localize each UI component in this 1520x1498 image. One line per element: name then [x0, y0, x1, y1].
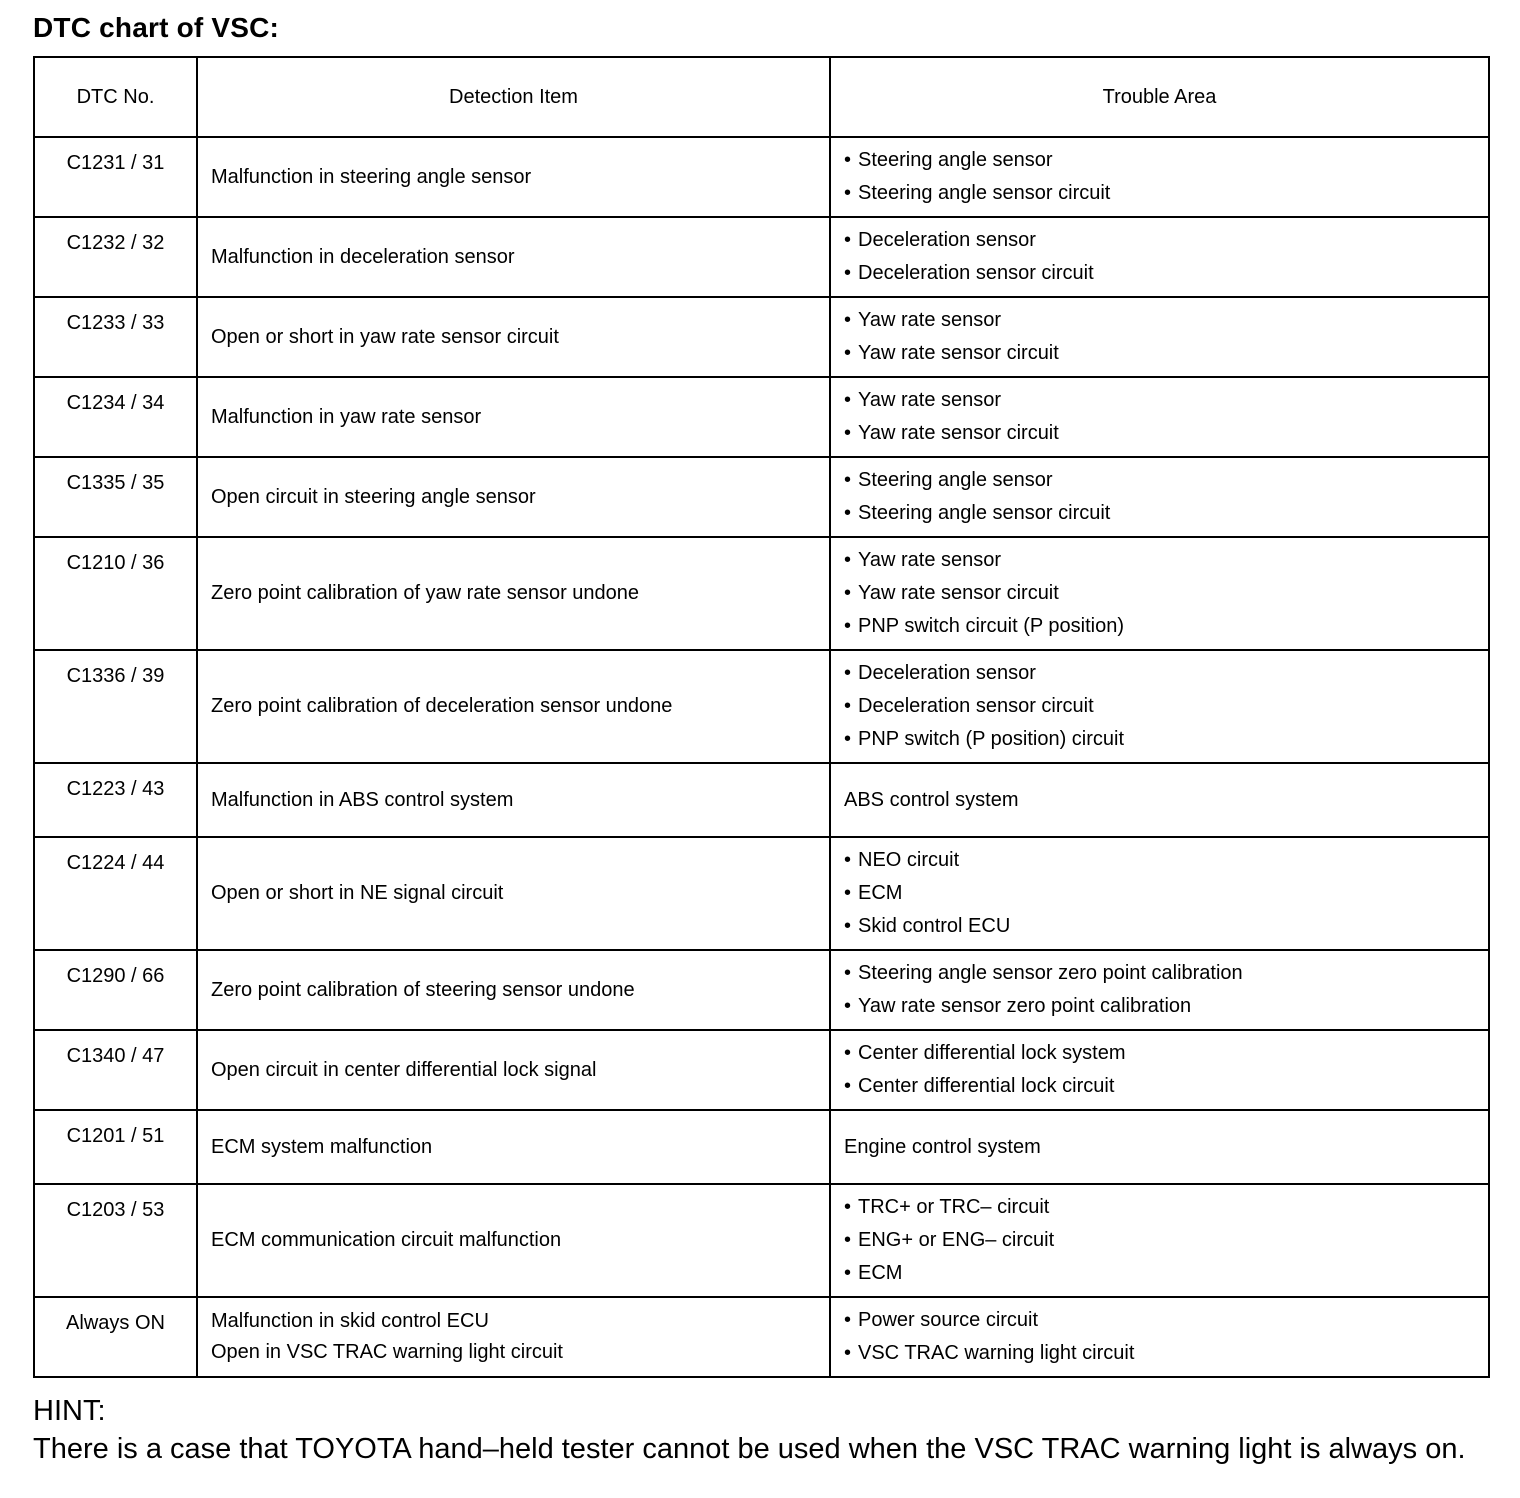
dtc-no-cell: C1210 / 36 — [34, 537, 197, 650]
hint-label: HINT: — [33, 1395, 106, 1427]
table-row — [34, 763, 1489, 837]
trouble-text: ECM — [858, 882, 903, 904]
trouble-line — [844, 224, 1478, 257]
bullet-icon: • — [844, 962, 852, 984]
trouble-line — [844, 497, 1478, 530]
bullet-icon: • — [844, 389, 852, 411]
detection-item-cell — [197, 1184, 830, 1297]
trouble-line — [844, 1304, 1478, 1337]
trouble-area-cell — [830, 1110, 1489, 1184]
trouble-text: Skid control ECU — [858, 915, 1011, 937]
hint-text: There is a case that TOYOTA hand–held tester cannot be used when the VSC TRAC warning light is always on. — [33, 1433, 1466, 1465]
trouble-line — [844, 304, 1478, 337]
trouble-text: Center differential lock circuit — [858, 1075, 1115, 1097]
bullet-icon: • — [844, 469, 852, 491]
detection-item-cell — [197, 297, 830, 377]
trouble-line — [844, 657, 1478, 690]
trouble-line — [844, 844, 1478, 877]
bullet-icon: • — [844, 502, 852, 524]
table-row — [34, 650, 1489, 763]
detection-line: Zero point calibration of yaw rate sensor undone — [211, 582, 640, 604]
dtc-no-cell: C1340 / 47 — [34, 1030, 197, 1110]
detection-item-cell — [197, 950, 830, 1030]
table-body — [34, 137, 1489, 1377]
table-row — [34, 1297, 1489, 1377]
trouble-text: TRC+ or TRC– circuit — [858, 1196, 1050, 1218]
trouble-text: ENG+ or ENG– circuit — [858, 1229, 1055, 1251]
trouble-area-cell — [830, 537, 1489, 650]
trouble-line — [844, 877, 1478, 910]
trouble-line — [844, 384, 1478, 417]
bullet-icon: • — [844, 182, 852, 204]
trouble-area-cell — [830, 297, 1489, 377]
trouble-line — [844, 417, 1478, 450]
bullet-icon: • — [844, 309, 852, 331]
detection-item-cell — [197, 217, 830, 297]
trouble-text: Power source circuit — [858, 1309, 1039, 1331]
bullet-icon: • — [844, 1262, 852, 1284]
detection-item-cell — [197, 837, 830, 950]
detection-line: Zero point calibration of steering sensor undone — [211, 978, 635, 1001]
detection-item-cell — [197, 650, 830, 763]
dtc-no-cell: C1223 / 43 — [34, 763, 197, 837]
header-detection-item: Detection Item — [197, 57, 830, 137]
bullet-icon: • — [844, 1229, 852, 1251]
dtc-no-cell: C1231 / 31 — [34, 137, 197, 217]
trouble-line — [844, 1257, 1478, 1290]
detection-line: Open or short in yaw rate sensor circuit — [211, 325, 559, 348]
trouble-area-cell — [830, 650, 1489, 763]
trouble-line — [844, 957, 1478, 990]
header-trouble-area: Trouble Area — [830, 57, 1489, 137]
trouble-line — [844, 257, 1478, 290]
trouble-line — [844, 723, 1478, 756]
trouble-line — [844, 690, 1478, 723]
table-row — [34, 1184, 1489, 1297]
trouble-line — [844, 464, 1478, 497]
trouble-text: Steering angle sensor — [858, 469, 1053, 491]
detection-line: Malfunction in steering angle sensor — [211, 165, 532, 188]
detection-item-cell — [197, 1110, 830, 1184]
dtc-no-cell: Always ON — [34, 1297, 197, 1377]
bullet-icon: • — [844, 1196, 852, 1218]
hint-block — [33, 1392, 1488, 1469]
trouble-text: Yaw rate sensor circuit — [858, 342, 1059, 364]
header-row — [34, 57, 1489, 137]
trouble-text: Yaw rate sensor zero point calibration — [858, 995, 1192, 1017]
detection-item-cell — [197, 1297, 830, 1377]
page-title: DTC chart of VSC: — [33, 12, 280, 43]
trouble-text: Center differential lock system — [858, 1042, 1126, 1064]
detection-line: Malfunction in deceleration sensor — [211, 245, 515, 268]
table-row — [34, 1110, 1489, 1184]
bullet-icon: • — [844, 549, 852, 571]
table-row — [34, 950, 1489, 1030]
detection-item-cell — [197, 763, 830, 837]
detection-line: ECM system malfunction — [211, 1135, 433, 1158]
dtc-no-cell: C1224 / 44 — [34, 837, 197, 950]
trouble-text: Engine control system — [844, 1135, 1041, 1158]
dtc-no-cell: C1336 / 39 — [34, 650, 197, 763]
bullet-icon: • — [844, 849, 852, 871]
table-row — [34, 297, 1489, 377]
trouble-text: Deceleration sensor — [858, 662, 1036, 684]
dtc-no-cell: C1233 / 33 — [34, 297, 197, 377]
detection-line: Malfunction in skid control ECU — [211, 1310, 489, 1332]
detection-line: Open circuit in center differential lock signal — [211, 1058, 597, 1081]
bullet-icon: • — [844, 342, 852, 364]
header-dtc-no: DTC No. — [34, 57, 197, 137]
trouble-area-cell — [830, 763, 1489, 837]
bullet-icon: • — [844, 229, 852, 251]
bullet-icon: • — [844, 422, 852, 444]
trouble-text: Yaw rate sensor — [858, 389, 1002, 411]
trouble-line — [844, 337, 1478, 370]
detection-line: Open or short in NE signal circuit — [211, 882, 504, 904]
dtc-table — [33, 56, 1490, 1378]
bullet-icon: • — [844, 615, 852, 637]
detection-item-cell — [197, 1030, 830, 1110]
trouble-line — [844, 144, 1478, 177]
bullet-icon: • — [844, 1042, 852, 1064]
detection-item-cell — [197, 457, 830, 537]
trouble-area-cell — [830, 1030, 1489, 1110]
trouble-line — [844, 1037, 1478, 1070]
trouble-line — [844, 1191, 1478, 1224]
trouble-text: Steering angle sensor — [858, 149, 1053, 171]
detection-item-cell — [197, 377, 830, 457]
detection-item-cell — [197, 137, 830, 217]
trouble-area-cell — [830, 217, 1489, 297]
bullet-icon: • — [844, 582, 852, 604]
trouble-line — [844, 990, 1478, 1023]
trouble-area-cell — [830, 837, 1489, 950]
table-row — [34, 837, 1489, 950]
bullet-icon: • — [844, 728, 852, 750]
trouble-text: Steering angle sensor circuit — [858, 182, 1111, 204]
detection-item-cell — [197, 537, 830, 650]
trouble-line — [844, 784, 1478, 817]
trouble-text: Yaw rate sensor — [858, 549, 1002, 571]
dtc-no-cell: C1232 / 32 — [34, 217, 197, 297]
bullet-icon: • — [844, 1342, 852, 1364]
trouble-text: Yaw rate sensor circuit — [858, 422, 1059, 444]
trouble-line — [844, 1337, 1478, 1370]
trouble-area-cell — [830, 377, 1489, 457]
dtc-no-cell: C1234 / 34 — [34, 377, 197, 457]
bullet-icon: • — [844, 995, 852, 1017]
bullet-icon: • — [844, 1309, 852, 1331]
table-row — [34, 457, 1489, 537]
dtc-no-cell: C1203 / 53 — [34, 1184, 197, 1297]
bullet-icon: • — [844, 1075, 852, 1097]
trouble-text: PNP switch (P position) circuit — [858, 728, 1125, 750]
detection-line: Zero point calibration of deceleration sensor undone — [211, 695, 673, 717]
trouble-text: Steering angle sensor zero point calibration — [858, 962, 1243, 984]
table-row — [34, 377, 1489, 457]
trouble-text: ABS control system — [844, 788, 1019, 811]
dtc-no-cell: C1201 / 51 — [34, 1110, 197, 1184]
detection-line: Malfunction in yaw rate sensor — [211, 405, 482, 428]
trouble-text: NEO circuit — [858, 849, 960, 871]
trouble-line — [844, 1131, 1478, 1164]
detection-line: Open in VSC TRAC warning light circuit — [211, 1341, 563, 1363]
trouble-line — [844, 577, 1478, 610]
table-row — [34, 537, 1489, 650]
trouble-line — [844, 910, 1478, 943]
trouble-line — [844, 544, 1478, 577]
trouble-line — [844, 1070, 1478, 1103]
bullet-icon: • — [844, 262, 852, 284]
trouble-line — [844, 177, 1478, 210]
bullet-icon: • — [844, 915, 852, 937]
trouble-text: Deceleration sensor circuit — [858, 695, 1094, 717]
trouble-text: PNP switch circuit (P position) — [858, 615, 1125, 637]
bullet-icon: • — [844, 149, 852, 171]
bullet-icon: • — [844, 662, 852, 684]
trouble-text: VSC TRAC warning light circuit — [858, 1342, 1135, 1364]
detection-line: ECM communication circuit malfunction — [211, 1229, 562, 1251]
trouble-text: Deceleration sensor circuit — [858, 262, 1094, 284]
table-row — [34, 1030, 1489, 1110]
dtc-no-cell: C1290 / 66 — [34, 950, 197, 1030]
trouble-text: Yaw rate sensor — [858, 309, 1002, 331]
detection-line: Open circuit in steering angle sensor — [211, 485, 536, 508]
table-row — [34, 217, 1489, 297]
trouble-area-cell — [830, 457, 1489, 537]
trouble-line — [844, 1224, 1478, 1257]
trouble-area-cell — [830, 950, 1489, 1030]
trouble-text: ECM — [858, 1262, 903, 1284]
trouble-area-cell — [830, 137, 1489, 217]
trouble-area-cell — [830, 1297, 1489, 1377]
trouble-line — [844, 610, 1478, 643]
trouble-area-cell — [830, 1184, 1489, 1297]
detection-line: Malfunction in ABS control system — [211, 788, 514, 811]
trouble-text: Steering angle sensor circuit — [858, 502, 1111, 524]
dtc-no-cell: C1335 / 35 — [34, 457, 197, 537]
bullet-icon: • — [844, 882, 852, 904]
bullet-icon: • — [844, 695, 852, 717]
trouble-text: Deceleration sensor — [858, 229, 1036, 251]
trouble-text: Yaw rate sensor circuit — [858, 582, 1059, 604]
table-row — [34, 137, 1489, 217]
